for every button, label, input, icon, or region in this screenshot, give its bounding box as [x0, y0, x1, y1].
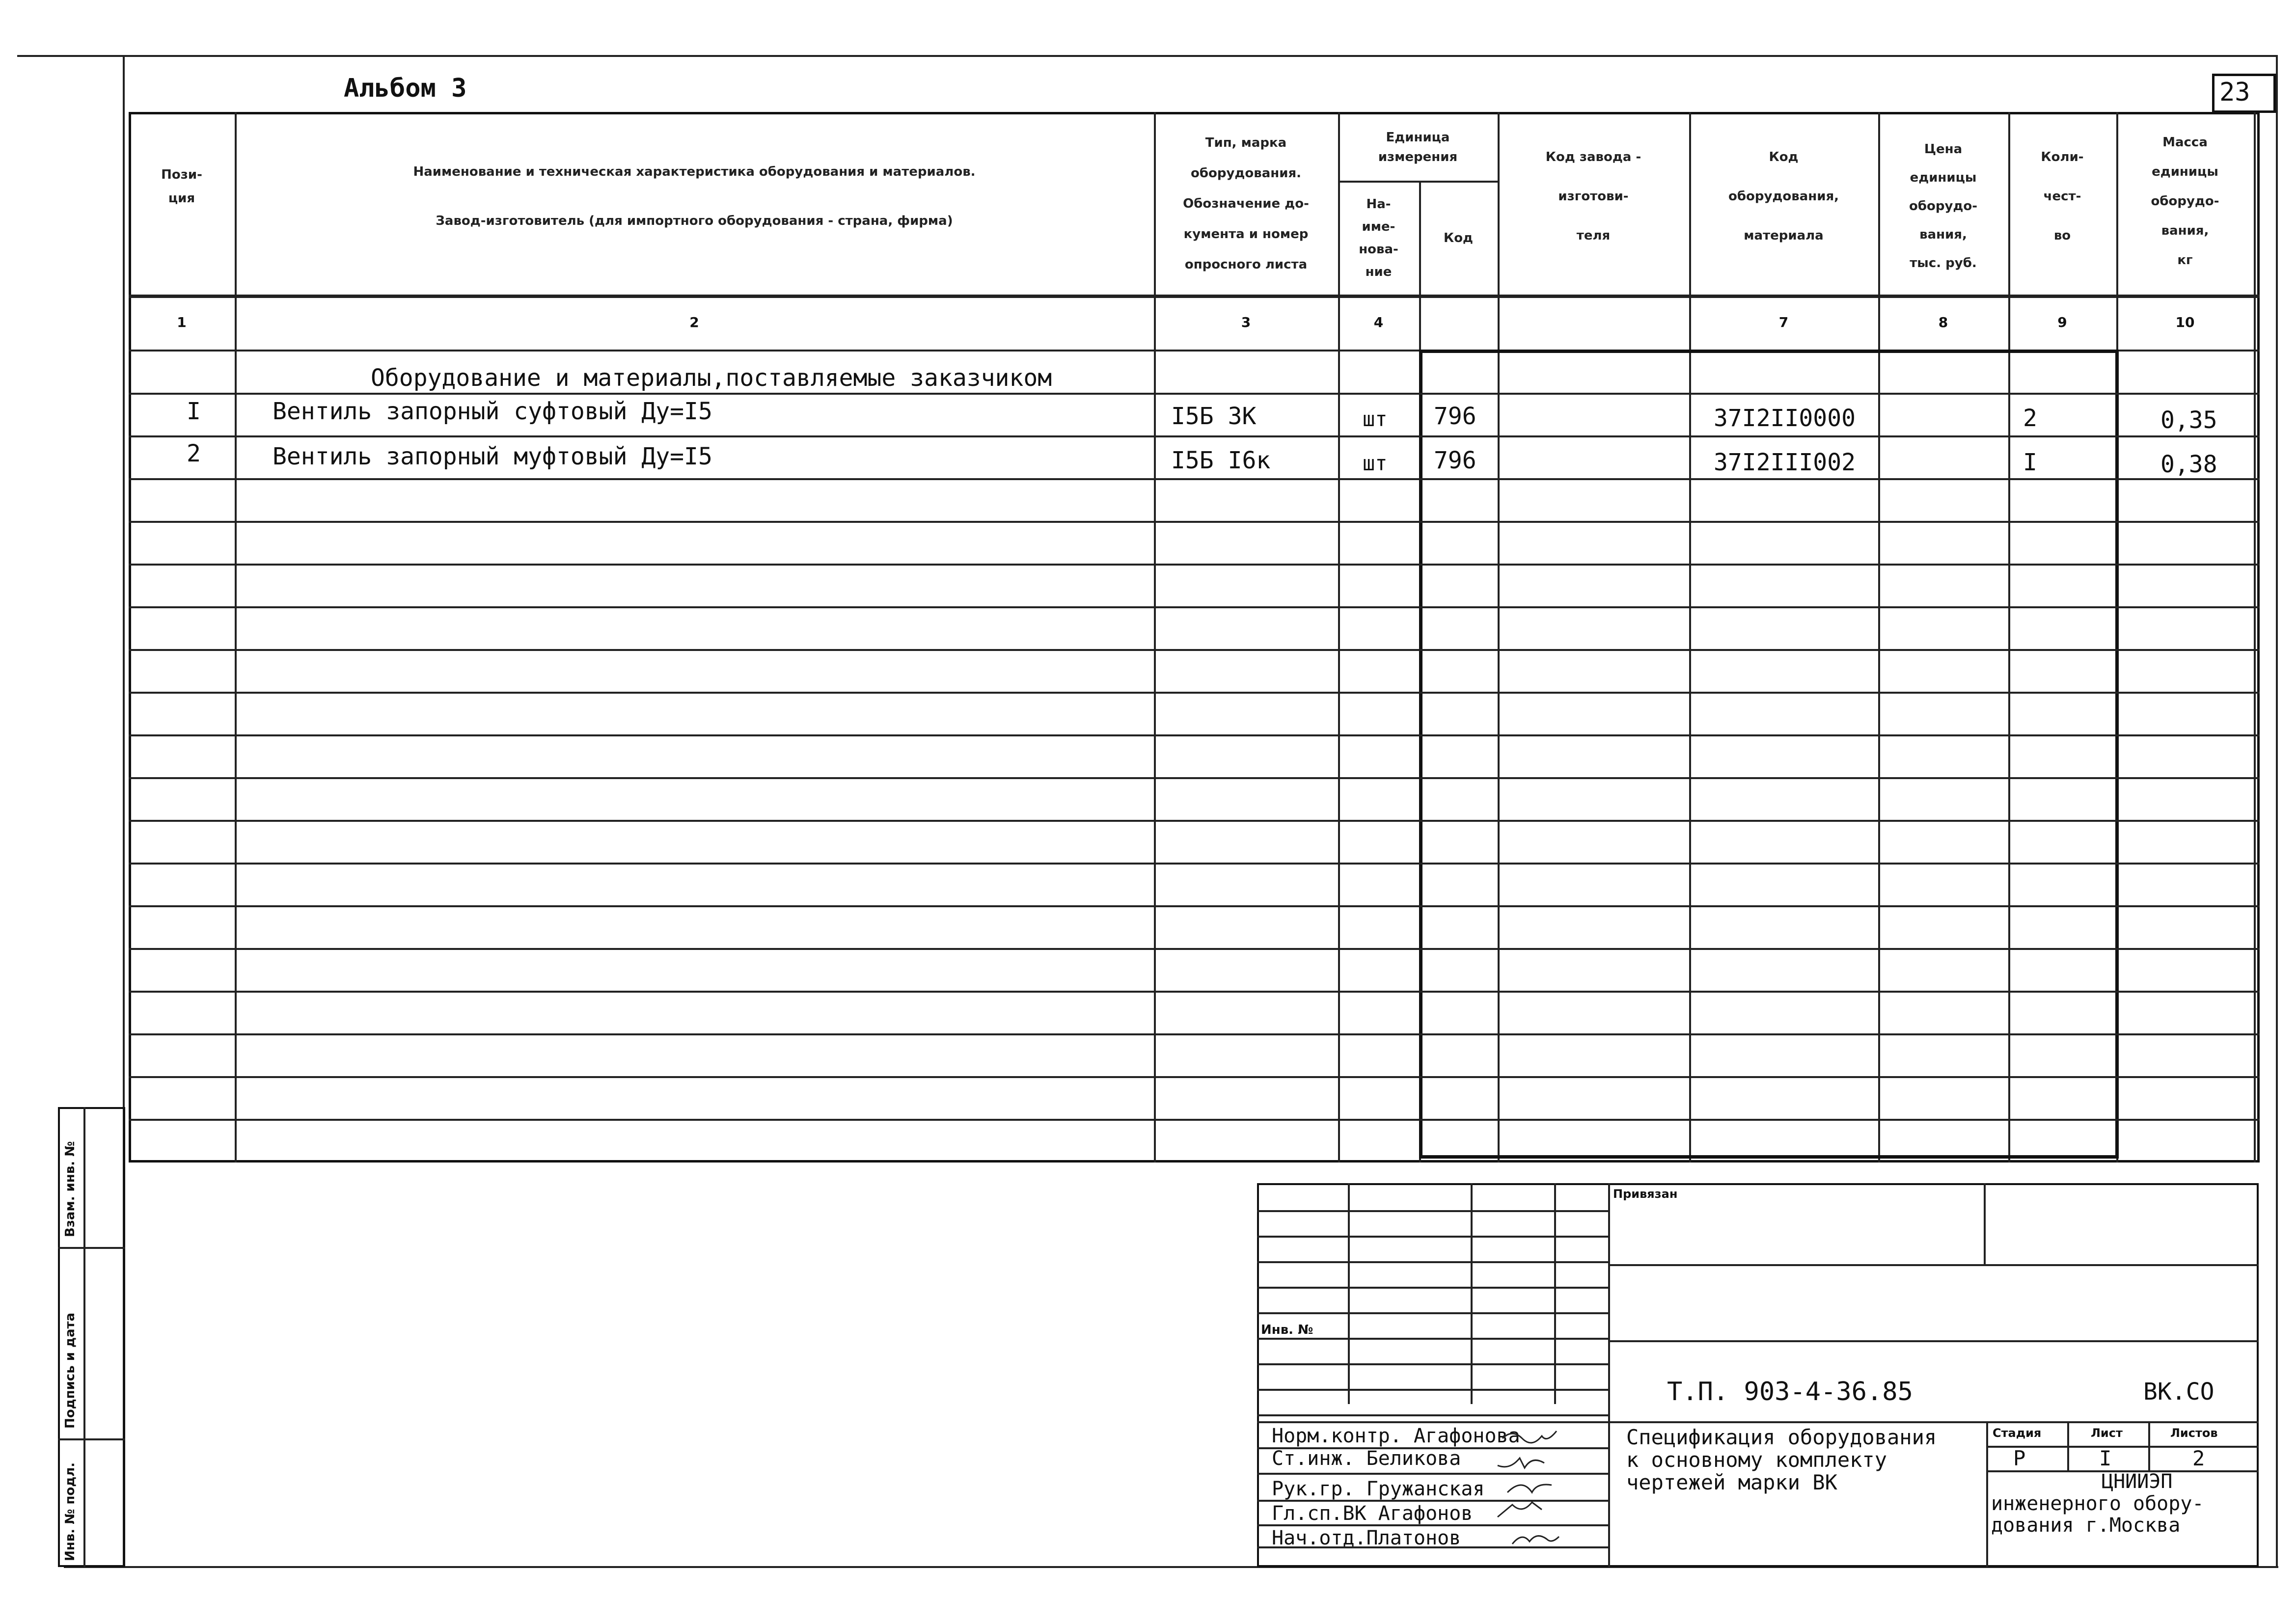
row-mass: 0,35 — [2160, 406, 2217, 434]
header-factory-code: Код завода - изготови- теля — [1545, 150, 1641, 243]
header-price: Цена единицы оборудо- вания, тыс. руб. — [1909, 142, 1978, 270]
row-unit-code: 796 — [1434, 403, 1476, 430]
table-row-line — [129, 777, 2260, 779]
table-row-line — [129, 734, 2260, 736]
tb-stage-v2 — [2148, 1421, 2150, 1470]
header-unit-group: Единица измерения — [1378, 130, 1458, 164]
row-equipment-code: 37I2III002 — [1714, 449, 1856, 476]
header-type: Тип, марка оборудования. Обозначение до- кумента и номер опросного листа — [1183, 135, 1309, 272]
header-position: Пози- ция — [161, 167, 202, 206]
section-title: Оборудование и материалы,поставляемые заказчиком — [371, 364, 1052, 392]
row-position: I — [187, 398, 201, 425]
table-row-line — [129, 521, 2260, 523]
header-equipment-code: Код оборудования, материала — [1728, 150, 1839, 243]
header-name: Наименование и техническая характеристика оборудования и материалов. Завод-изготовитель (для импортного оборудования - страна, фирма) — [413, 164, 976, 228]
row-name: Вентиль запорный муфтовый Ду=I5 — [273, 443, 712, 470]
tb-grid-row-line — [1257, 1287, 1608, 1289]
col-line-1 — [235, 112, 237, 1163]
tb-privyazan-divider — [1984, 1183, 1986, 1264]
tb-title-line-3: чертежей марки ВК — [1626, 1470, 1837, 1494]
row-unit-code: 796 — [1434, 447, 1476, 474]
row-quantity: 2 — [2023, 405, 2037, 432]
tb-grid-row-line — [1257, 1414, 1608, 1416]
tb-title-line-1: Спецификация оборудования — [1626, 1425, 1937, 1449]
tb-sheets-label: Листов — [2170, 1426, 2218, 1440]
tb-inv-label: Инв. № — [1261, 1323, 1313, 1337]
tb-line-b — [1608, 1340, 2259, 1342]
tb-stage-label: Стадия — [1993, 1426, 2042, 1440]
header-quantity: Коли- чест- во — [2041, 150, 2084, 243]
page-number: 23 — [2219, 78, 2250, 107]
side-stamp-row-2 — [58, 1438, 125, 1440]
colnum-10: 10 — [2175, 314, 2195, 330]
tb-grid-row-line — [1257, 1389, 1608, 1391]
side-stamp-row-1 — [58, 1247, 125, 1249]
tb-grid-v1 — [1348, 1183, 1350, 1404]
table-row-line — [129, 478, 2260, 480]
tb-line-a — [1608, 1264, 2259, 1266]
row-position: 2 — [187, 440, 201, 467]
table-row-line — [129, 1033, 2260, 1035]
col-line-10 — [2254, 112, 2256, 1163]
row-equipment-code: 37I2II0000 — [1714, 405, 1856, 432]
tb-signer-3: Рук.гр. Гружанская — [1272, 1478, 1485, 1500]
frame-top-line — [17, 55, 2276, 57]
tb-sheet-value: I — [2099, 1446, 2112, 1470]
colnum-4: 4 — [1373, 314, 1384, 330]
colnum-7: 7 — [1778, 314, 1789, 330]
tb-grid-row-line — [1257, 1312, 1608, 1314]
side-label-signature-date: Подпись и дата — [63, 1312, 78, 1429]
tb-sheet-mark: ВК.СО — [2143, 1378, 2214, 1406]
tb-privyazan: Привязан — [1613, 1187, 1678, 1201]
table-row-line — [129, 905, 2260, 907]
tb-stage-divider — [1986, 1421, 1988, 1567]
table-row-line — [129, 649, 2260, 651]
row-name: Вентиль запорный суфтовый Ду=I5 — [273, 398, 712, 425]
table-row-line — [129, 393, 2260, 395]
table-row-line — [129, 991, 2260, 993]
header-bottom-line — [129, 295, 2260, 298]
table-row-line — [129, 820, 2260, 822]
header-unit-code: Код — [1443, 231, 1474, 245]
tb-signer-1: Норм.контр. Агафонова — [1272, 1425, 1520, 1447]
tb-org-line-3: дования г.Москва — [1991, 1514, 2181, 1537]
row-type: I5Б 3К — [1171, 403, 1257, 430]
tb-sheets-value: 2 — [2192, 1446, 2205, 1470]
tb-title-line-2: к основному комплекту — [1626, 1448, 1887, 1472]
row-unit: шт — [1363, 451, 1388, 475]
tb-grid-v3 — [1554, 1183, 1556, 1404]
tb-grid-row-line — [1257, 1363, 1608, 1365]
header-unit-name: На- имe- нова- ние — [1359, 197, 1398, 279]
signature-marks — [1493, 1424, 1611, 1561]
table-row-line — [129, 1119, 2260, 1121]
side-label-vzam-inv: Взам. инв. № — [63, 1141, 78, 1237]
table-row-line — [129, 1076, 2260, 1078]
tb-stage-value: Р — [2013, 1446, 2026, 1470]
colnum-9: 9 — [2057, 314, 2067, 330]
colnum-1: 1 — [177, 314, 187, 330]
table-row-line — [129, 435, 2260, 437]
tb-sheet-label: Лист — [2091, 1426, 2123, 1440]
table-row-line — [129, 863, 2260, 865]
row-quantity: I — [2023, 449, 2037, 476]
colnum-3: 3 — [1241, 314, 1251, 330]
tb-grid-v2 — [1471, 1183, 1473, 1404]
tb-grid-row-line — [1257, 1236, 1608, 1238]
table-row-line — [129, 948, 2260, 950]
colnum-2: 2 — [689, 314, 699, 330]
row-mass: 0,38 — [2160, 451, 2217, 478]
tb-grid-row-line — [1257, 1338, 1608, 1340]
tb-org-line-2: инженерного обору- — [1991, 1492, 2204, 1515]
side-label-inv-podl: Инв. № подл. — [63, 1462, 78, 1561]
table-row-line — [129, 564, 2260, 566]
tb-signer-4: Гл.сп.ВК Агафонов — [1272, 1502, 1473, 1525]
tb-grid-row-line — [1257, 1210, 1608, 1212]
side-stamp-divider — [83, 1107, 85, 1567]
tb-signer-5: Нач.отд.Платонов — [1272, 1527, 1461, 1549]
tb-stage-v1 — [2067, 1421, 2069, 1470]
tb-signer-2: Ст.инж. Беликова — [1272, 1447, 1461, 1470]
tb-signer-top — [1257, 1421, 1608, 1423]
tb-line-c — [1608, 1421, 2259, 1423]
tb-org-line-1: ЦНИИЭП — [2102, 1470, 2173, 1493]
colnum-8: 8 — [1938, 314, 1948, 330]
table-row-line — [129, 606, 2260, 608]
tb-grid-row-line — [1257, 1261, 1608, 1263]
tb-project-code: Т.П. 903-4-36.85 — [1667, 1377, 1913, 1407]
row-type: I5Б I6к — [1171, 447, 1271, 474]
unit-group-line — [1338, 181, 1498, 183]
frame-right-line — [2276, 55, 2278, 1567]
header-mass: Масса единицы оборудо- вания, кг — [2151, 135, 2219, 268]
tb-stage-line-1 — [1986, 1446, 2259, 1448]
row-unit: шт — [1363, 407, 1388, 431]
album-label: Альбом 3 — [344, 74, 467, 103]
table-row-line — [129, 692, 2260, 694]
